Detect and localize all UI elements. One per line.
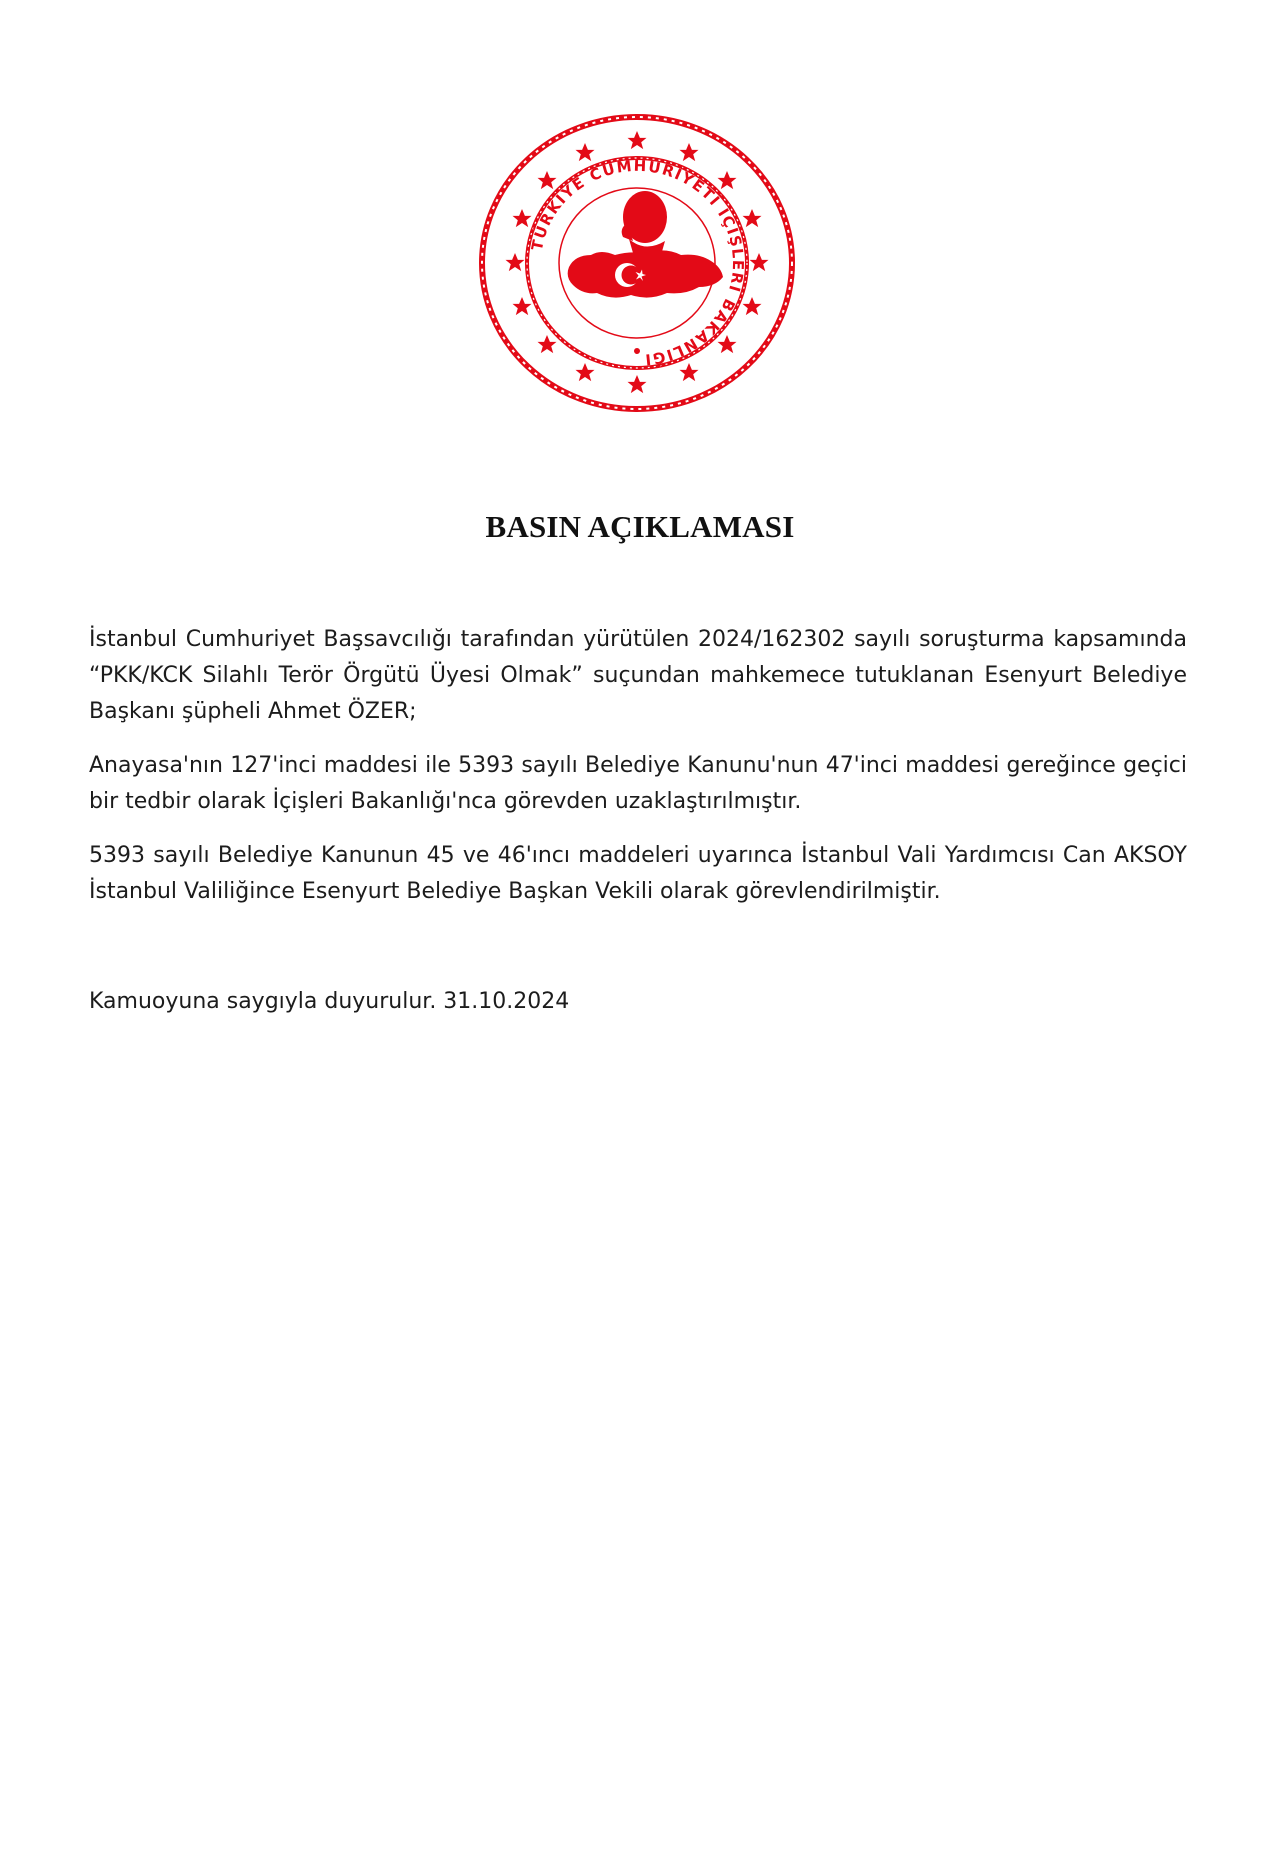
paragraph-3: 5393 sayılı Belediye Kanunun 45 ve 46'ıncı maddeleri uyarınca İstanbul Vali Yardımcısı Can AKSOY İstanbul Valiliğince Esenyurt Belediye Başkan Vekili olarak görevlendirilmiştir.	[89, 843, 1187, 904]
paragraph-2: Anayasa'nın 127'inci maddesi ile 5393 sayılı Belediye Kanunu'nun 47'inci maddesi gereğince geçici bir tedbir olarak İçişleri Bakanlığı'nca görevden uzaklaştırılmıştır.	[89, 753, 1187, 814]
seal-ring-text: TÜRKİYE CUMHURİYETİ İÇİŞLERİ BAKANLIĞI	[527, 156, 748, 369]
seal-emblem-icon	[477, 111, 797, 415]
page-title: BASIN AÇIKLAMASI	[485, 509, 795, 544]
ministry-seal	[477, 111, 797, 415]
closing-line: Kamuoyuna saygıyla duyurulur. 31.10.2024	[89, 989, 570, 1014]
document-body	[89, 622, 1187, 928]
paragraph-1: İstanbul Cumhuriyet Başsavcılığı tarafından yürütülen 2024/162302 sayılı soruşturma kapsamında “PKK/KCK Silahlı Terör Örgütü Üyesi Olmak” suçundan mahkemece tutuklanan Esenyurt Belediye Başkanı şüpheli Ahmet ÖZER;	[89, 627, 1187, 724]
